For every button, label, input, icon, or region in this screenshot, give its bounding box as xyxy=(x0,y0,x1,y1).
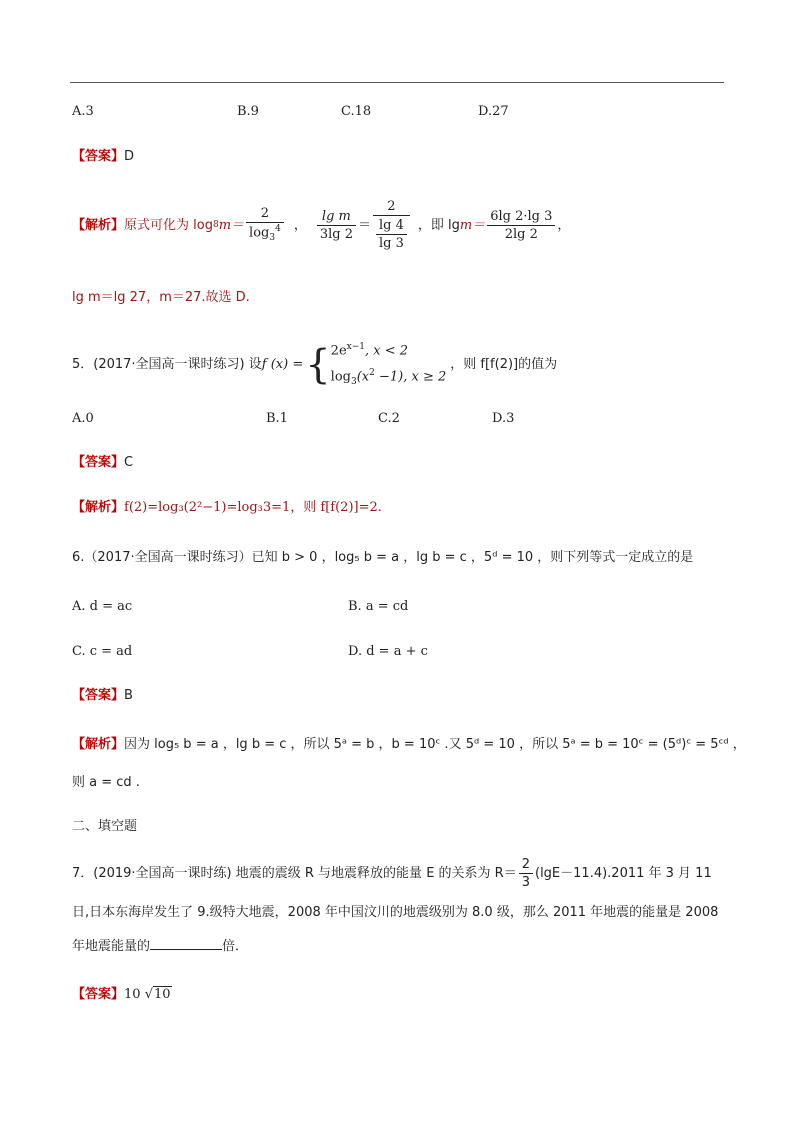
q4-option-c: C.18 xyxy=(341,104,372,119)
q4-option-b: B.9 xyxy=(237,104,259,119)
q5-stem xyxy=(72,336,557,393)
piecewise-brace: { xyxy=(305,341,331,388)
fraction-denominator: lg 3 xyxy=(379,236,404,251)
question-text: (lgE－11.4).2011 年 3 月 11 xyxy=(535,866,712,881)
fraction-numerator: 2 xyxy=(519,858,533,874)
case-text: (x xyxy=(356,369,370,385)
radicand: 10 xyxy=(154,987,171,1002)
analysis-text: 原式可化为 log xyxy=(124,217,213,233)
separator: ， xyxy=(293,217,307,233)
answer-value: C xyxy=(124,455,134,470)
question-text: ，则 f[f(2)]的值为 xyxy=(450,357,558,373)
q6-answer xyxy=(72,689,133,702)
fraction-denominator xyxy=(246,223,284,243)
fraction-numerator: lg 4 xyxy=(376,219,407,235)
fraction-denominator xyxy=(373,216,410,250)
q5-analysis xyxy=(72,501,382,514)
function-label: f (x) = xyxy=(261,357,304,373)
answer-tag: 【答案】 xyxy=(72,987,125,1002)
exponent: x−1 xyxy=(346,342,365,352)
answer-coefficient: 10 xyxy=(124,987,141,1002)
answer-blank xyxy=(150,949,222,950)
q5-option-b: B.1 xyxy=(266,411,288,426)
sqrt-symbol: √ xyxy=(144,987,153,1002)
case-2 xyxy=(331,362,447,393)
separator: ， xyxy=(557,217,571,233)
fraction-denominator: 3lg 2 xyxy=(319,226,353,242)
case-1 xyxy=(331,336,447,362)
q6-option-d: D. d = a + c xyxy=(348,644,428,659)
q5-option-d: D.3 xyxy=(492,411,515,426)
analysis-text: m＝ xyxy=(459,217,486,233)
case-condition: −1), x ≥ 2 xyxy=(374,369,447,385)
q6-analysis-line2: 则 a = cd . xyxy=(72,775,140,790)
log-base: 8 xyxy=(212,219,219,230)
log-base: 3 xyxy=(350,377,357,388)
case-condition: , x < 2 xyxy=(364,343,409,359)
analysis-text: ，即 lg xyxy=(417,217,460,233)
log-text: log xyxy=(249,225,270,241)
fraction-denominator: 2lg 2 xyxy=(504,226,538,242)
fraction xyxy=(487,210,555,241)
q7-answer xyxy=(72,988,172,1001)
fraction-numerator: 2 xyxy=(373,200,410,216)
question-text: 年地震能量的 xyxy=(72,939,151,954)
question-text: 倍． xyxy=(222,939,249,954)
inner-fraction xyxy=(376,219,407,250)
fraction xyxy=(246,207,284,243)
answer-value: B xyxy=(124,688,133,703)
fraction xyxy=(317,210,356,241)
analysis-tag: 【解析】 xyxy=(72,737,125,752)
answer-tag: 【答案】 xyxy=(72,455,125,470)
question-text: 7．(2019·全国高一课时练) 地震的震级 R 与地震释放的能量 E 的关系为 R＝ xyxy=(72,866,517,881)
q4-answer xyxy=(72,150,134,163)
section-heading: 二、填空题 xyxy=(72,819,138,834)
analysis-text: 因为 log₅ b = a ，lg b = c ，所以 5ᵃ = b ，b = 10ᶜ .又 5ᵈ = 10 ，所以 5ᵃ = b = 10ᶜ = (5ᵈ)ᶜ = 5ᶜᵈ ， xyxy=(124,737,746,752)
q6-option-b: B. a = cd xyxy=(348,599,409,614)
compound-fraction xyxy=(373,200,410,250)
analysis-tag: 【解析】 xyxy=(72,217,125,233)
answer-tag: 【答案】 xyxy=(72,149,125,164)
question-text: 5．(2017·全国高一课时练习) 设 xyxy=(72,357,262,373)
q4-analysis-line2: lg m＝lg 27，m＝27.故选 D. xyxy=(72,290,250,305)
q6-option-c: C. c = ad xyxy=(72,644,133,659)
analysis-tag: 【解析】 xyxy=(72,500,125,515)
exponent: 2 xyxy=(369,368,375,379)
analysis-text: m＝ xyxy=(218,217,245,233)
log-base: 3 xyxy=(269,232,276,243)
q5-answer xyxy=(72,456,133,469)
q4-option-d: D.27 xyxy=(478,104,509,119)
fraction-numerator: 2 xyxy=(246,207,284,223)
fraction-numerator: lg m xyxy=(317,210,356,226)
q5-option-a: A.0 xyxy=(72,411,94,426)
q4-option-a: A.3 xyxy=(72,104,94,119)
q6-stem: 6.（2017·全国高一课时练习）已知 b > 0 ，log₅ b = a ，lg b = c ，5ᵈ = 10 ，则下列等式一定成立的是 xyxy=(72,550,694,565)
q7-stem-line1 xyxy=(72,858,712,889)
analysis-text: f(2)=log₃(2²−1)=log₃3=1，则 f[f(2)]=2. xyxy=(124,500,382,515)
q7-stem-line3 xyxy=(72,940,248,953)
header-rule xyxy=(70,82,724,83)
exponent: 4 xyxy=(275,224,281,235)
fraction xyxy=(519,858,533,889)
q4-analysis xyxy=(72,200,570,250)
case-text: 2e xyxy=(330,343,347,359)
fraction-denominator: 3 xyxy=(521,875,530,890)
equals-sign: ＝ xyxy=(357,217,371,233)
q6-option-a: A. d = ac xyxy=(72,599,133,614)
answer-tag: 【答案】 xyxy=(72,688,125,703)
case-text: log xyxy=(330,369,351,385)
answer-value: D xyxy=(124,149,135,164)
piecewise-cases xyxy=(331,336,447,393)
q7-stem-line2: 日,日本东海岸发生了 9.级特大地震，2008 年中国汶川的地震级别为 8.0 级，那么 2011 年地震的能量是 2008 xyxy=(72,905,719,920)
fraction-numerator: 6lg 2·lg 3 xyxy=(487,210,555,226)
q6-analysis xyxy=(72,738,746,751)
q5-option-c: C.2 xyxy=(378,411,400,426)
